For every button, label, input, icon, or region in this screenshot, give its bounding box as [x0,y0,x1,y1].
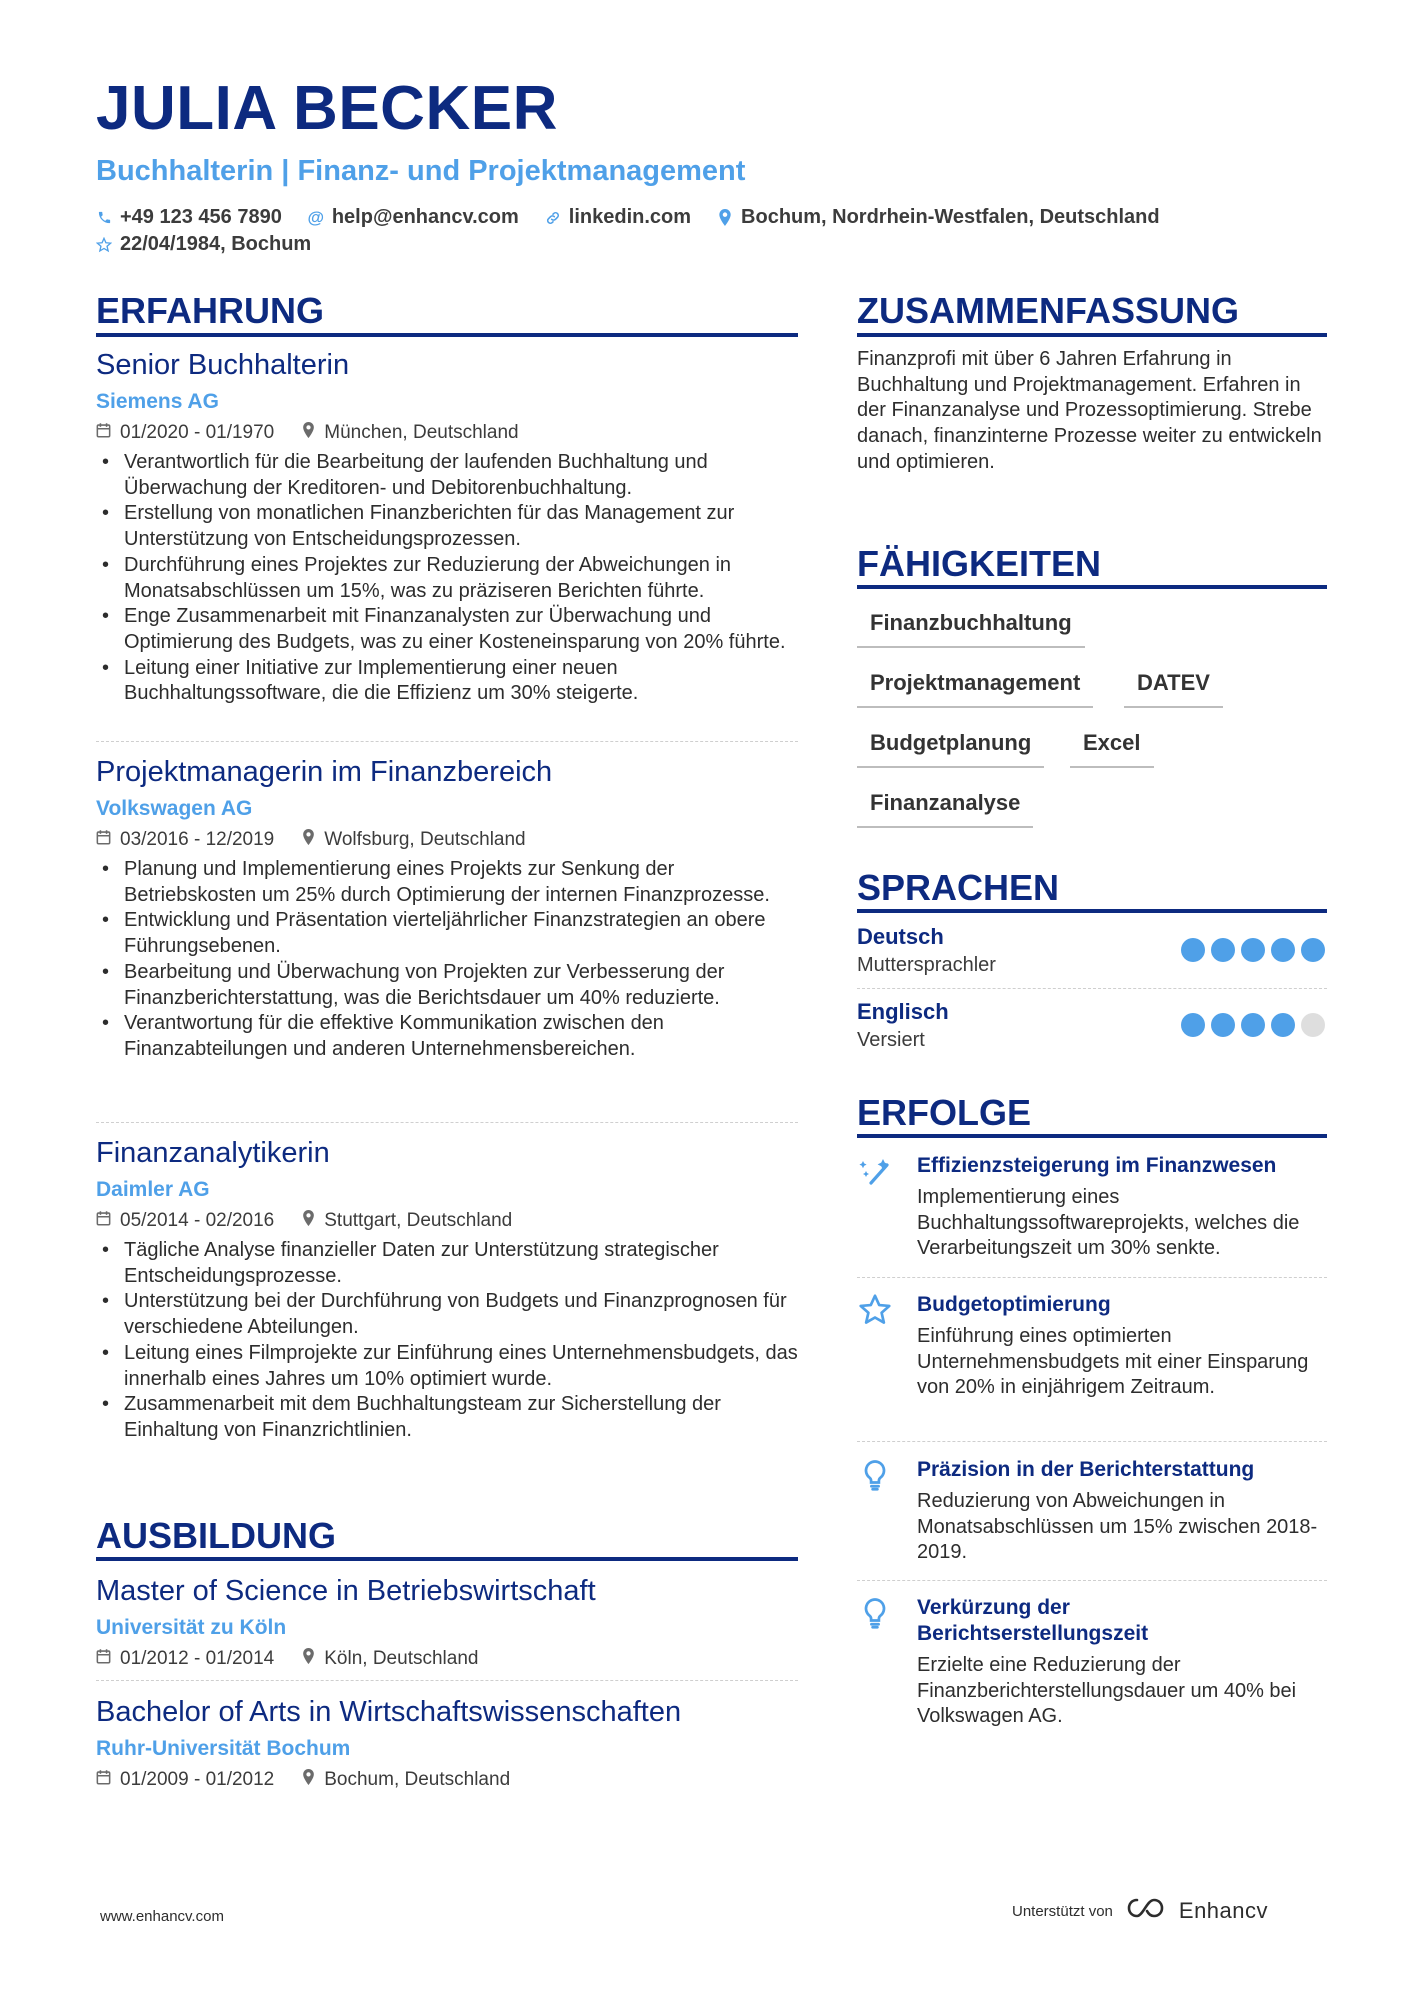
entry-divider [96,741,798,742]
map-pin-icon [717,209,733,226]
degree-title: Master of Science in Betriebswirtschaft [96,1575,596,1607]
candidate-title: Buchhalterin | Finanz- und Projektmanagement [96,155,746,187]
rating-dot-filled [1211,938,1235,962]
contact-row-2 [96,233,311,256]
achievement-item [857,1292,1327,1401]
achievement-title: Effizienzsteigerung im Finanzwesen [917,1154,1277,1177]
rating-dot-filled [1181,1013,1205,1037]
job-location [302,1210,512,1232]
job-location [302,829,525,851]
achievement-desc: Erzielte eine Reduzierung der Finanzberichterstellungsdauer um 40% bei Volkswagen AG. [917,1654,1297,1728]
language-level: Versiert [857,1029,925,1052]
infinity-logo-icon [1125,1896,1171,1926]
calendar-icon [96,1648,111,1669]
map-pin-icon [302,1648,315,1669]
education-location-text: Bochum, Deutschland [324,1768,511,1790]
school-name: Ruhr-Universität Bochum [96,1736,351,1760]
achievements-heading: ERFOLGE [857,1092,1032,1133]
bullet: • Verantwortlich für die Bearbeitung der laufenden Buchhaltung und Überwachung der Kreditoren- und Debitorenbuchhaltung. [96,450,798,501]
bullet: • Leitung einer Initiative zur Implementierung einer neuen Buchhaltungssoftware, die die Effizienz um 30% steigerte. [96,656,798,707]
rating-dot-filled [1241,938,1265,962]
job-dates-text: 03/2016 - 12/2019 [120,828,275,850]
lightbulb-icon [857,1595,893,1631]
link-icon [545,210,561,226]
achievement-item [857,1457,1327,1566]
education-dates [96,1648,274,1670]
bullet: • Tägliche Analyse finanzieller Daten zur Unterstützung strategischer Entscheidungsprozesse. [96,1238,798,1289]
languages-rule [857,909,1327,913]
job-dates-text: 05/2014 - 02/2016 [120,1209,275,1231]
entry-divider [96,1122,798,1123]
company-name: Volkswagen AG [96,796,253,820]
bullet: • Enge Zusammenarbeit mit Finanzanalysten zur Überwachung und Optimierung des Budgets, was zu einer Kosteneinsparung von 20% führte. [96,604,798,655]
language-rating [1181,1013,1325,1037]
language-name: Deutsch [857,924,944,949]
rating-dot-filled [1301,938,1325,962]
calendar-icon [96,422,111,443]
job-location-text: München, Deutschland [324,421,519,443]
achievement-item [857,1595,1327,1730]
summary-heading: ZUSAMMENFASSUNG [857,290,1240,331]
job-dates [96,422,274,444]
job-bullets [96,857,798,1063]
job-location-text: Stuttgart, Deutschland [324,1209,513,1231]
job-location [302,422,518,444]
contact-phone [96,206,282,229]
achievement-divider [857,1441,1327,1442]
experience-entry [96,348,798,707]
bullet: • Erstellung von monatlichen Finanzberichten für das Management zur Unterstützung von Entscheidungsprozessen. [96,501,798,552]
education-dates [96,1769,274,1791]
language-rating [1181,938,1325,962]
enhancv-logo[interactable] [1125,1896,1268,1926]
achievement-desc: Einführung eines optimierten Unternehmensbudgets mit einer Einsparung von 20% in einjährigem Zeitraum. [917,1325,1309,1399]
bullet: • Unterstützung bei der Durchführung von Budgets und Finanzprognosen für verschiedene Abteilungen. [96,1289,798,1340]
brand-name: Enhancv [1178,1898,1269,1923]
experience-rule [96,333,798,337]
calendar-icon [96,1210,111,1231]
experience-heading: ERFAHRUNG [96,290,325,331]
job-meta [96,829,798,851]
entry-divider [96,1680,798,1681]
star-icon [857,1292,893,1328]
job-meta [96,1210,798,1232]
phone-text: +49 123 456 7890 [120,206,282,228]
footer-website[interactable]: www.enhancv.com [100,1908,224,1925]
education-heading: AUSBILDUNG [96,1515,336,1556]
rating-dot-filled [1271,1013,1295,1037]
school-name: Universität zu Köln [96,1615,287,1639]
achievement-desc: Implementierung eines Buchhaltungssoftwareprojekts, welches die Verarbeitungszeit um 30% senkte. [917,1186,1300,1260]
job-location-text: Wolfsburg, Deutschland [324,828,526,850]
achievement-divider [857,1277,1327,1278]
bullet: • Bearbeitung und Überwachung von Projekten zur Verbesserung der Finanzberichterstattung, was die Berichtsdauer um 40% reduzierte. [96,960,798,1011]
language-name: Englisch [857,999,949,1024]
skill-tag: Excel [1070,730,1154,768]
achievement-item [857,1153,1327,1262]
education-location [302,1648,478,1670]
map-pin-icon [302,1210,315,1231]
education-entry [96,1574,798,1670]
education-location [302,1769,510,1791]
education-meta [96,1648,798,1670]
job-dates [96,1210,274,1232]
achievement-title: Präzision in der Berichterstattung [917,1458,1255,1481]
job-title: Finanzanalytikerin [96,1137,330,1169]
location-text: Bochum, Nordrhein-Westfalen, Deutschland [741,206,1160,228]
achievements-rule [857,1134,1327,1138]
star-outline-icon [96,237,112,253]
job-dates-text: 01/2020 - 01/1970 [120,421,275,443]
education-location-text: Köln, Deutschland [324,1647,479,1669]
skill-tag: Projektmanagement [857,670,1093,708]
job-bullets [96,450,798,707]
bullet: • Leitung eines Filmprojekte zur Einführung eines Unternehmensbudgets, das innerhalb eines Jahres um 10% optimiert wurde. [96,1341,798,1392]
education-rule [96,1557,798,1561]
skill-tag: DATEV [1124,670,1223,708]
company-name: Siemens AG [96,389,219,413]
job-dates [96,829,274,851]
footer-brand [1012,1896,1268,1926]
job-title: Senior Buchhalterin [96,349,350,381]
summary-rule [857,333,1327,337]
language-item [857,999,1327,1052]
education-entry [96,1695,798,1791]
languages-heading: SPRACHEN [857,867,1060,908]
bullet: • Entwicklung und Präsentation vierteljährlicher Finanzstrategien an obere Führungsebenen. [96,908,798,959]
map-pin-icon [302,829,315,850]
job-bullets [96,1238,798,1444]
education-dates-text: 01/2009 - 01/2012 [120,1768,275,1790]
rating-dot-filled [1211,1013,1235,1037]
contact-email[interactable] [308,206,519,229]
magic-wand-icon [857,1153,893,1189]
achievement-title: Verkürzung der Berichtserstellungszeit [917,1596,1149,1645]
calendar-icon [96,829,111,850]
rating-dot-filled [1241,1013,1265,1037]
language-level: Muttersprachler [857,954,996,977]
rating-dot-empty [1301,1013,1325,1037]
achievement-divider [857,1580,1327,1581]
powered-by-text: Unterstützt von [1012,1902,1113,1920]
bullet: • Verantwortung für die effektive Kommunikation zwischen den Finanzabteilungen und anderen Unternehmensbereichen. [96,1011,798,1062]
at-icon: @ [307,207,325,227]
contact-linkedin[interactable] [545,206,691,229]
contact-location [717,206,1160,229]
skills-rule [857,585,1327,589]
rating-dot-filled [1181,938,1205,962]
bullet: • Zusammenarbeit mit dem Buchhaltungsteam zur Sicherstellung der Einhaltung von Finanzrichtlinien. [96,1392,798,1443]
achievement-title: Budgetoptimierung [917,1293,1111,1316]
language-item [857,924,1327,977]
skill-tag: Finanzbuchhaltung [857,610,1085,648]
job-title: Projektmanagerin im Finanzbereich [96,756,553,788]
linkedin-text: linkedin.com [568,206,692,228]
candidate-name: JULIA BECKER [96,74,558,143]
job-meta [96,422,798,444]
achievement-desc: Reduzierung von Abweichungen in Monatsabschlüssen um 15% zwischen 2018-2019. [917,1490,1318,1564]
map-pin-icon [302,1769,315,1790]
map-pin-icon [302,422,315,443]
email-text: help@enhancv.com [331,206,519,228]
lightbulb-icon [857,1457,893,1493]
birth-text: 22/04/1984, Bochum [120,233,312,255]
summary-text: Finanzprofi mit über 6 Jahren Erfahrung in Buchhaltung und Projektmanagement. Erfahren in der Finanzanalyse und Prozessoptimierung. Strebe danach, finanzinterne Prozesse weiter zu entwickeln und optimieren. [857,348,1322,473]
education-dates-text: 01/2012 - 01/2014 [120,1647,275,1669]
company-name: Daimler AG [96,1177,210,1201]
rating-dot-filled [1271,938,1295,962]
experience-entry [96,755,798,1063]
education-meta [96,1769,798,1791]
phone-icon [96,210,112,225]
skill-tag: Budgetplanung [857,730,1044,768]
skills-heading: FÄHIGKEITEN [857,543,1102,584]
contact-row [96,206,1160,229]
bullet: • Durchführung eines Projektes zur Reduzierung der Abweichungen in Monatsabschlüssen um 15%, was zu präziseren Berichten führte. [96,553,798,604]
experience-entry [96,1136,798,1444]
skill-tag: Finanzanalyse [857,790,1033,828]
degree-title: Bachelor of Arts in Wirtschaftswissenschaften [96,1696,682,1728]
calendar-icon [96,1769,111,1790]
bullet: • Planung und Implementierung eines Projekts zur Senkung der Betriebskosten um 25% durch Optimierung der internen Finanzprozesse. [96,857,798,908]
language-divider [857,988,1327,989]
contact-birth [96,233,311,256]
